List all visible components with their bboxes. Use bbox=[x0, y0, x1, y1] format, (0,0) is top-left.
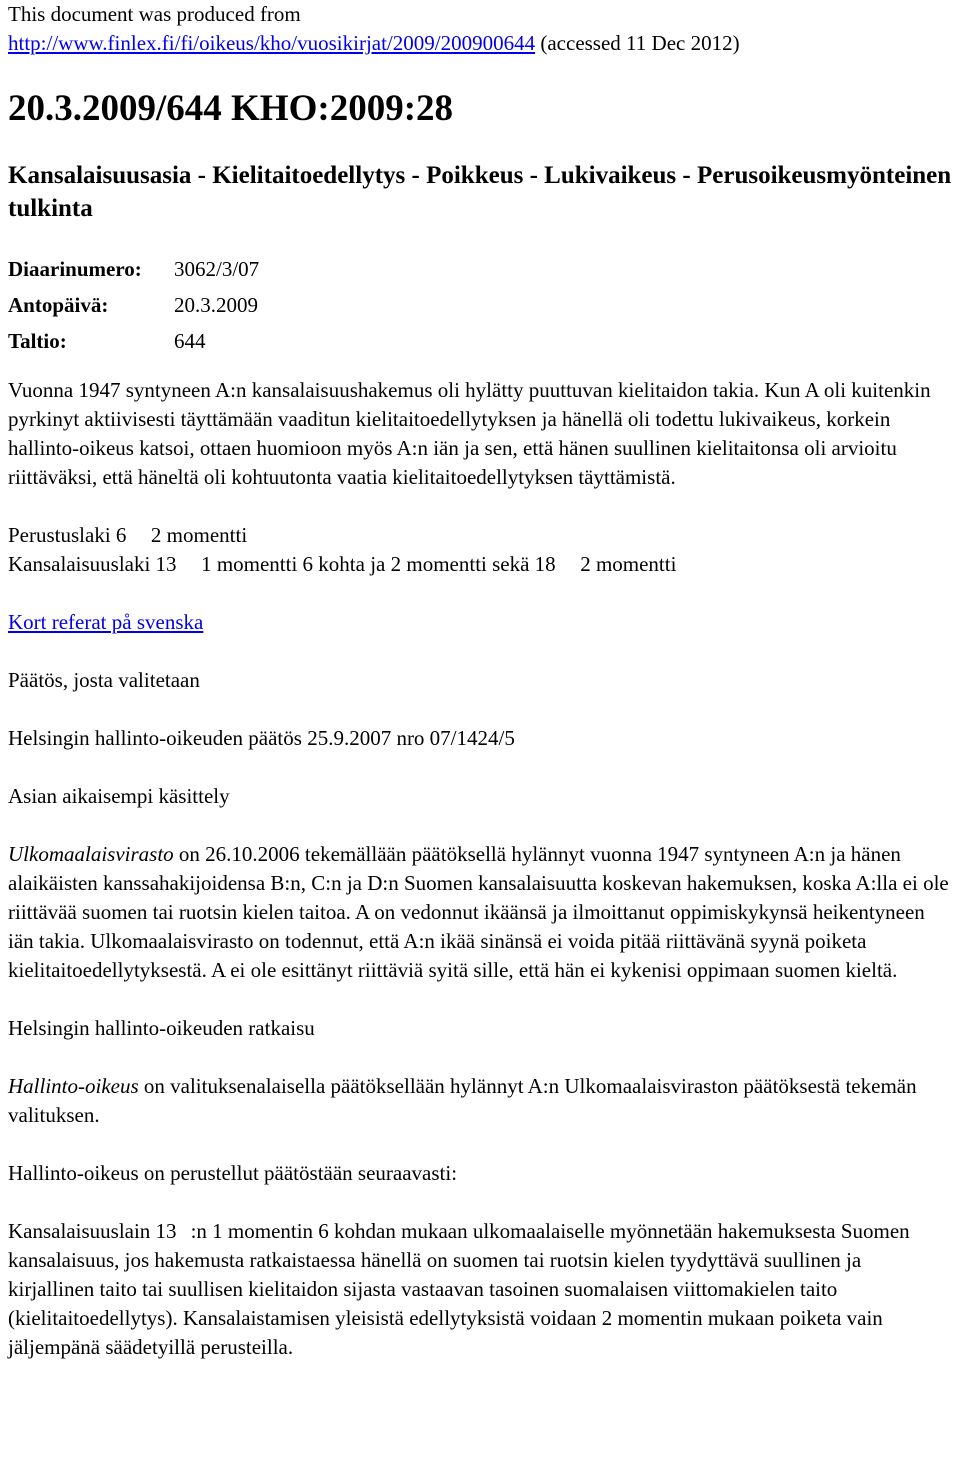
court-decision-heading: Helsingin hallinto-oikeuden ratkaisu bbox=[8, 1016, 315, 1040]
swedish-summary-row bbox=[8, 608, 952, 637]
document-title: 20.3.2009/644 KHO:2009:28 bbox=[8, 88, 454, 129]
summary-paragraph: Vuonna 1947 syntyneen A:n kansalaisuushakemus oli hylätty puuttuvan kielitaidon takia. Kun A oli kuitenkin pyrkinyt aktiivisesti täyttämään vaaditun kielitaitoedellytyksen ja hänellä oli todettu lukivaikeus, korkein hallinto-oikeus katsoi, ottaen huomioon myös A:n iän ja sen, että hänen suullinen kielitaitonsa oli arvioitu riittäväksi, että häneltä oli kohtuutonta vaatia kielitaitoedellytyksen täyttämistä. bbox=[8, 378, 931, 489]
reasons-text-start: Kansalaisuuslain 13 bbox=[8, 1219, 177, 1243]
swedish-summary-link[interactable]: Kort referat på svenska bbox=[8, 610, 204, 634]
metadata-table bbox=[8, 251, 259, 359]
metadata-label: Antopäivä: bbox=[8, 292, 109, 317]
law-reference: Kansalaisuuslaki 13 bbox=[8, 552, 177, 576]
court-name: Hallinto-oikeus bbox=[8, 1074, 139, 1098]
previous-handling-heading: Asian aikaisempi käsittely bbox=[8, 784, 230, 808]
metadata-value: 644 bbox=[174, 328, 206, 353]
previous-handling-paragraph bbox=[8, 840, 952, 985]
appealed-decision-reference: Helsingin hallinto-oikeuden päätös 25.9.2007 nro 07/1424/5 bbox=[8, 726, 515, 750]
metadata-label: Taltio: bbox=[8, 328, 67, 353]
law-reference: 1 momentti 6 kohta ja 2 momentti sekä 18 bbox=[201, 552, 556, 576]
source-link[interactable]: http://www.finlex.fi/fi/oikeus/kho/vuosikirjat/2009/200900644 bbox=[8, 31, 536, 55]
metadata-value: 20.3.2009 bbox=[174, 292, 258, 317]
law-reference: 2 momentti bbox=[580, 552, 677, 576]
law-reference: Perustuslaki 6 bbox=[8, 523, 127, 547]
reasons-heading: Hallinto-oikeus on perustellut päätöstään seuraavasti: bbox=[8, 1161, 458, 1185]
applied-laws bbox=[8, 521, 952, 579]
source-accessed: (accessed 11 Dec 2012) bbox=[535, 31, 740, 55]
metadata-label: Diaarinumero: bbox=[8, 256, 142, 281]
metadata-row bbox=[8, 323, 259, 359]
metadata-value: 3062/3/07 bbox=[174, 256, 260, 281]
metadata-row bbox=[8, 251, 259, 287]
keywords-heading: Kansalaisuusasia - Kielitaitoedellytys - Poikkeus - Lukivaikeus - Perusoikeusmyönteinen tulkinta bbox=[8, 162, 952, 222]
court-decision-text: on valituksenalaisella päätöksellään hylännyt A:n Ulkomaalaisviraston päätöksestä tekemän valituksen. bbox=[8, 1074, 917, 1127]
source-prefix: This document was produced from bbox=[8, 2, 301, 26]
source-note bbox=[8, 0, 952, 58]
authority-name: Ulkomaalaisvirasto bbox=[8, 842, 174, 866]
previous-handling-text: on 26.10.2006 tekemällään päätöksellä hylännyt vuonna 1947 syntyneen A:n ja hänen alaikäisten kanssahakijoidensa B:n, C:n ja D:n Suomen kansalaisuutta koskevan hakemuksen, koska A:lla ei ole riittävää suomen tai ruotsin kielen taitoa. A on vedonnut ikäänsä ja ilmoittanut oppimiskykynsä heikentyneen iän takia. Ulkomaalaisvirasto on todennut, että A:n ikää sinänsä ei voida pitää riittävänä syynä poiketa kielitaitoedellytyksestä. A ei ole esittänyt riittäviä syitä sille, että hän ei kykenisi oppimaan suomen kieltä. bbox=[8, 842, 949, 982]
law-reference: 2 momentti bbox=[150, 523, 248, 547]
reasons-paragraph bbox=[8, 1217, 952, 1362]
court-decision-paragraph bbox=[8, 1072, 952, 1130]
metadata-row bbox=[8, 287, 259, 323]
appealed-decision-heading: Päätös, josta valitetaan bbox=[8, 668, 200, 692]
reasons-text: :n 1 momentin 6 kohdan mukaan ulkomaalaiselle myönnetään hakemuksesta Suomen kansalaisuus, jos hakemusta ratkaistaessa hänellä on suomen tai ruotsin kielen tyydyttävä suullinen ja kirjallinen taito tai suullisen kielitaidon sijasta vastaavan tasoinen suomalaisen viittomakielen taito (kielitaitoedellytys). Kansalaistamisen yleisistä edellytyksistä voidaan 2 momentin mukaan poiketa vain jäljempänä säädetyillä perusteilla. bbox=[8, 1219, 910, 1359]
